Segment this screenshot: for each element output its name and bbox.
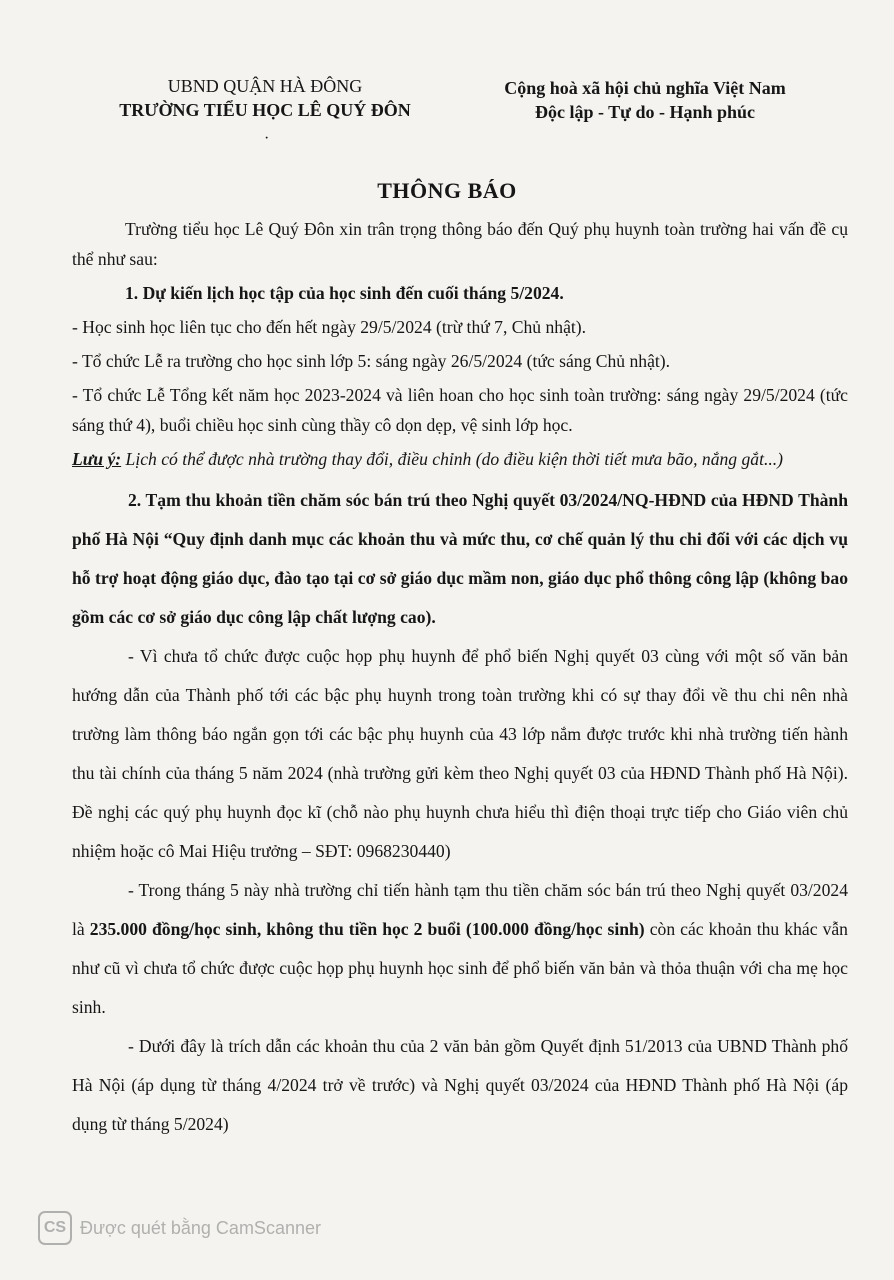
para2-text-start: - Trong tháng 5 này nhà trường chỉ tiến hành tạm thu tiền chăm sóc bán trú theo Nghị quyết 03/2024 là (72, 880, 848, 939)
section2-heading: 2. Tạm thu khoản tiền chăm sóc bán trú theo Nghị quyết 03/2024/NQ-HĐND của HĐND Thành phố Hà Nội “Quy định danh mục các khoản thu và mức thu, cơ chế quản lý thu chi đối với các dịch vụ hỗ trợ hoạt động giáo dục, đào tạo tại cơ sở giáo dục mầm non, giáo dục phổ thông công lập (không bao gồm các cơ sở giáo dục công lập chất lượng cao). (72, 490, 848, 627)
section1-item: - Học sinh học liên tục cho đến hết ngày 29/5/2024 (trừ thứ 7, Chủ nhật). (72, 317, 587, 337)
section2-paragraph: - Vì chưa tổ chức được cuộc họp phụ huynh để phổ biến Nghị quyết 03 cùng với một số văn bản hướng dẫn của Thành phố tới các bậc phụ huynh trong toàn trường khi có sự thay đổi về thu chi nên nhà trường làm thông báo ngắn gọn tới các bậc phụ huynh của 43 lớp nắm được trước khi nhà trường tiến hành thu tài chính của tháng 5 năm 2024 (nhà trường gửi kèm theo Nghị quyết 03 của HĐND Thành phố Hà Nội). Đề nghị các quý phụ huynh đọc kĩ (chỗ nào phụ huynh chưa hiểu thì điện thoại trực tiếp cho Giáo viên chủ nhiệm hoặc cô Mai Hiệu trưởng – SĐT: 0968230440) (72, 646, 848, 861)
issuer-block (100, 74, 430, 122)
camscanner-watermark (38, 1210, 321, 1246)
watermark-text: Được quét bằng CamScanner (80, 1217, 321, 1238)
district-name: UBND QUẬN HÀ ĐÔNG (167, 76, 363, 96)
section2-paragraph: - Dưới đây là trích dẫn các khoản thu của 2 văn bản gồm Quyết định 51/2013 của UBND Thành phố Hà Nội (áp dụng từ tháng 4/2024 trở về trước) và Nghị quyết 03/2024 của HĐND Thành phố Hà Nội (áp dụng từ tháng 5/2024) (72, 1036, 848, 1134)
national-motto: Độc lập - Tự do - Hạnh phúc (534, 102, 756, 122)
school-name: TRƯỜNG TIỂU HỌC LÊ QUÝ ĐÔN (119, 100, 411, 120)
national-motto-block (470, 76, 820, 124)
section1-note (72, 444, 848, 474)
intro-paragraph: Trường tiểu học Lê Quý Đôn xin trân trọng thông báo đến Quý phụ huynh toàn trường hai vấn đề cụ thể như sau: (72, 219, 848, 269)
section2-paragraph (72, 871, 848, 1027)
section1-item: - Tổ chức Lễ Tổng kết năm học 2023-2024 và liên hoan cho học sinh toàn trường: sáng ngày 29/5/2024 (tức sáng thứ 4), buổi chiều học sinh cùng thầy cô dọn dẹp, vệ sinh lớp học. (72, 385, 848, 435)
para2-text-end: còn các khoản thu khác vẫn như cũ vì chưa tổ chức được cuộc họp phụ huynh học sinh để phổ biến văn bản và thỏa thuận với cha mẹ học sinh. (72, 919, 848, 1017)
document-body (72, 214, 848, 1144)
section1-item: - Tổ chức Lễ ra trường cho học sinh lớp 5: sáng ngày 26/5/2024 (tức sáng Chủ nhật). (72, 351, 671, 371)
note-text: Lịch có thể được nhà trường thay đổi, điều chỉnh (do điều kiện thời tiết mưa bão, nắng gắt...) (121, 449, 784, 469)
note-label: Lưu ý: (72, 449, 122, 469)
camscanner-logo-icon: CS (38, 1211, 72, 1245)
fee-amount-text: 235.000 đồng/học sinh, không thu tiền học 2 buổi (100.000 đồng/học sinh) (89, 919, 645, 939)
document-title: THÔNG BÁO (377, 178, 517, 203)
country-name: Cộng hoà xã hội chủ nghĩa Việt Nam (504, 78, 786, 98)
scan-dot-mark: · (264, 130, 270, 147)
section1-heading: 1. Dự kiến lịch học tập của học sinh đến cuối tháng 5/2024. (125, 283, 564, 303)
